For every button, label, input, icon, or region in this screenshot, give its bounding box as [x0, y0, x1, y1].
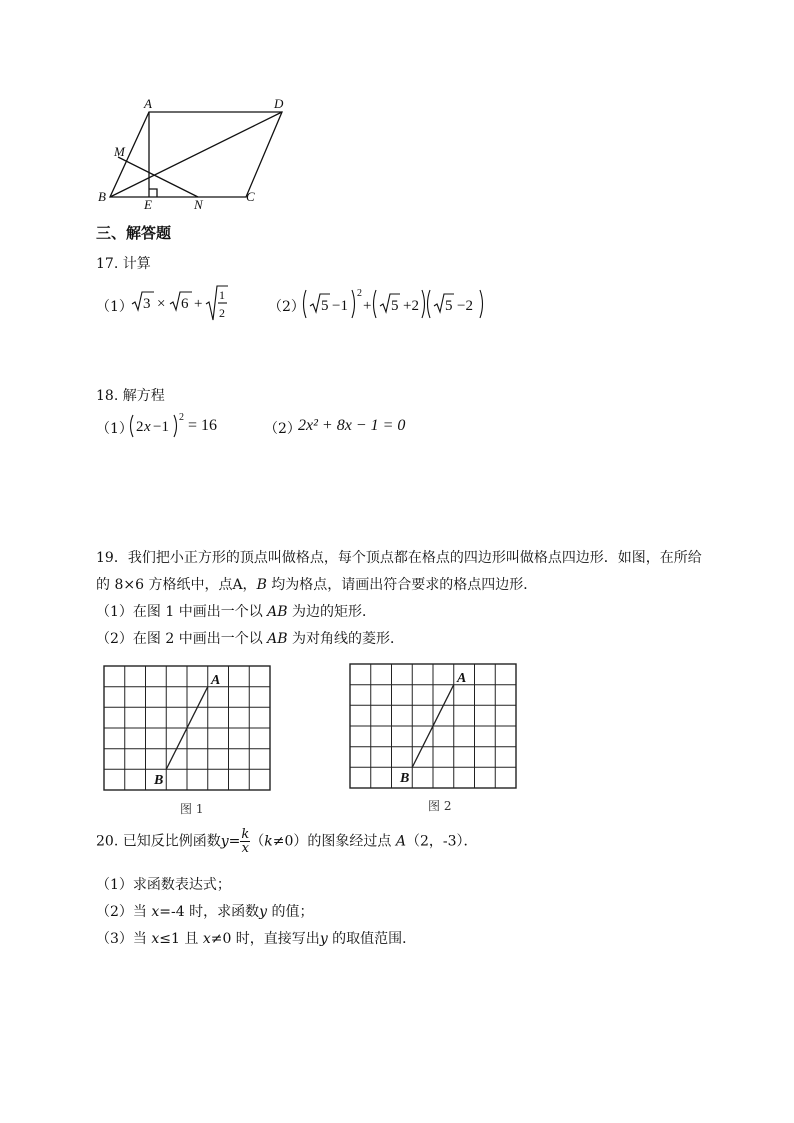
fig2-point-b: B — [400, 771, 410, 786]
svg-text:6: 6 — [181, 296, 189, 312]
diagonal-bd — [110, 112, 282, 197]
q18-part1-label: （1） — [96, 421, 133, 437]
svg-text:5: 5 — [321, 298, 329, 314]
svg-text:×: × — [157, 296, 166, 312]
q18-part1-rhs: = 16 — [188, 417, 218, 434]
fig1-point-b: B — [154, 773, 164, 788]
label-d: D — [274, 96, 284, 111]
svg-text:−1: −1 — [153, 419, 169, 435]
q18-part2-label: （2） — [264, 421, 301, 437]
fig1-caption: 图 1 — [180, 802, 204, 816]
q20-sub3: （3）当 x≤1 且 x≠0 时，直接写出y 的取值范围． — [96, 931, 417, 947]
q17-part1-label: （1） — [96, 299, 133, 315]
q17-part1-expression — [130, 282, 230, 324]
q19-line2: 的 8×6 方格纸中，点A，B 均为格点，请画出符合要求的格点四边形． — [96, 577, 538, 593]
fig2-caption: 图 2 — [428, 799, 452, 813]
q19-sub1: （1）在图 1 中画出一个以 AB 为边的矩形． — [96, 604, 377, 620]
svg-text:2: 2 — [136, 419, 144, 435]
svg-text:3: 3 — [143, 296, 151, 312]
q19-sub2: （2）在图 2 中画出一个以 AB 为对角线的菱形． — [96, 631, 405, 647]
fig1-point-a: A — [211, 673, 221, 688]
q20-sub1: （1）求函数表达式； — [96, 877, 231, 893]
svg-text:2: 2 — [179, 412, 184, 423]
svg-text:−1: −1 — [332, 298, 348, 314]
svg-text:5: 5 — [391, 298, 399, 314]
svg-text:−2: −2 — [457, 298, 473, 314]
svg-text:1: 1 — [219, 288, 225, 302]
q20-stem: 20. 已知反比例函数y= $\frac{k}{x}$ （k≠0）的图象经过点 A（2，-3）． — [96, 827, 478, 856]
svg-text:+: + — [363, 298, 372, 314]
grid-figure-1 — [100, 662, 275, 792]
grid-figure-2 — [346, 660, 521, 790]
segment-mn — [118, 157, 198, 197]
svg-text:x: x — [144, 419, 151, 435]
q17-title: 17. 计算 — [96, 256, 151, 272]
label-c: C — [246, 189, 255, 204]
label-e: E — [144, 197, 152, 212]
svg-text:2: 2 — [357, 288, 362, 299]
q17-part2-expression — [300, 284, 490, 324]
q19-line1: 19．我们把小正方形的顶点叫做格点，每个顶点都在格点的四边形叫做格点四边形．如图，在所给 — [96, 550, 702, 566]
label-b: B — [98, 189, 106, 204]
q18-part2-expression: 2x² + 8x − 1 = 0 — [298, 417, 406, 434]
label-n: N — [194, 197, 203, 212]
label-m: M — [114, 144, 125, 159]
right-angle-mark — [149, 189, 157, 197]
q18-title: 18. 解方程 — [96, 388, 165, 404]
svg-text:5: 5 — [445, 298, 453, 314]
svg-text:2: 2 — [219, 306, 225, 320]
label-a: A — [144, 96, 152, 111]
fig2-point-a: A — [457, 671, 467, 686]
svg-text:+2: +2 — [403, 298, 419, 314]
q20-sub2: （2）当 x=-4 时，求函数y 的值； — [96, 904, 314, 920]
q17-part2-label: （2） — [268, 299, 305, 315]
svg-text:+: + — [194, 296, 203, 312]
section-title: 三、解答题 — [96, 224, 172, 242]
parallelogram-figure — [90, 95, 300, 215]
